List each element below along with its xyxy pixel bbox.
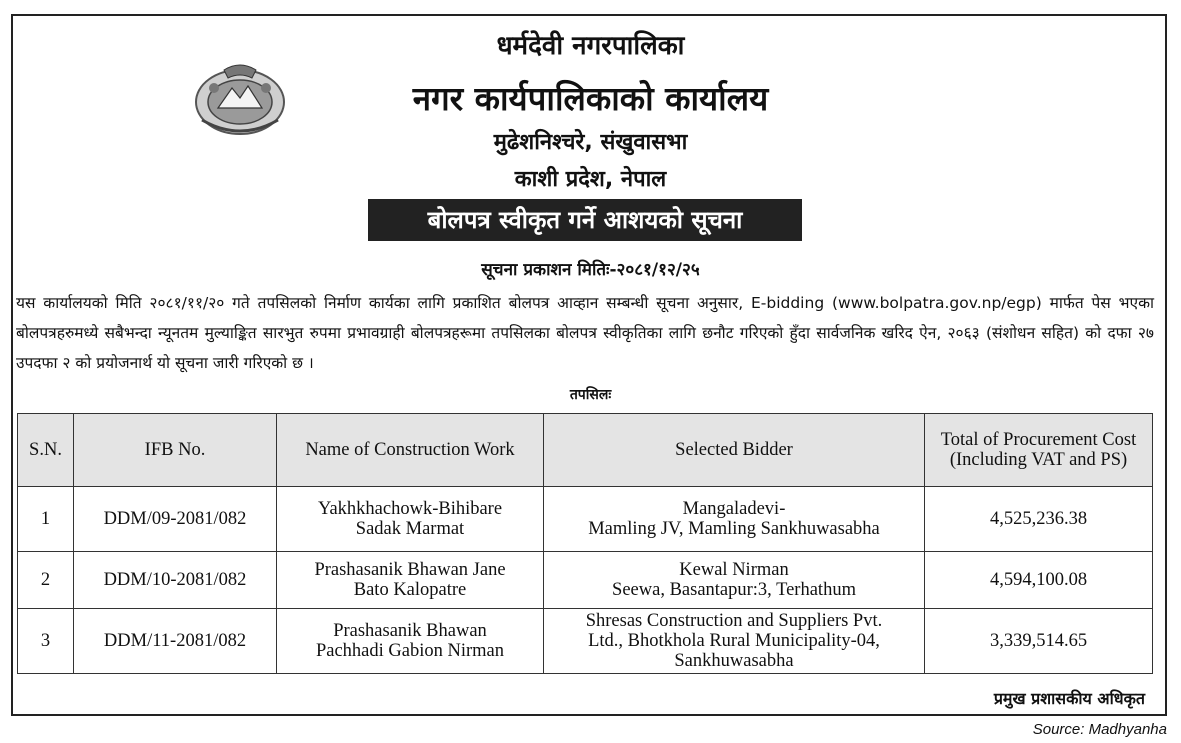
work-line: Pachhadi Gabion Nirman xyxy=(315,641,505,661)
work-line: Yakhkhachowk-Bihibare xyxy=(317,499,503,519)
cell-work xyxy=(277,487,544,552)
cell-bidder xyxy=(544,487,925,552)
office-location: मुढेशनिश्चरे, संखुवासभा xyxy=(493,130,688,155)
municipality-name: धर्मदेवी नगरपालिका xyxy=(496,31,685,61)
cell-ifb: DDM/10-2081/082 xyxy=(74,552,277,609)
cell-total: 3,339,514.65 xyxy=(925,609,1153,674)
signatory: प्रमुख प्रशासकीय अधिकृत xyxy=(993,689,1145,708)
cell-total: 4,594,100.08 xyxy=(925,552,1153,609)
cell-work xyxy=(277,552,544,609)
bidder-line: Ltd., Bhotkhola Rural Municipality-04, xyxy=(588,631,880,651)
source-credit: Source: Madhyanha xyxy=(1032,721,1167,738)
cell-bidder xyxy=(544,552,925,609)
cell-ifb: DDM/09-2081/082 xyxy=(74,487,277,552)
bidder-line: Kewal Nirman xyxy=(679,560,789,580)
bidder-line: Mamling JV, Mamling Sankhuwasabha xyxy=(588,519,880,539)
cell-ifb: DDM/11-2081/082 xyxy=(74,609,277,674)
table-header-row xyxy=(18,414,1153,487)
col-work: Name of Construction Work xyxy=(277,414,544,487)
col-sn: S.N. xyxy=(18,414,74,487)
notice-body: यस कार्यालयको मिति २०८१/११/२० गते तपसिलको निर्माण कार्यका लागि प्रकाशित बोलपत्र आव्हान सम्बन्धी सूचना अनुसार, E-bidding (www.bolpatra.gov.np/egp) मार्फत पेस भएका बोलपत्रहरुमध्ये सबैभन्दा न्यूनतम मुल्याङ्कित सारभुत रुपमा प्रभावग्राही बोलपत्रहरूमा तपसिलका बोलपत्र स्वीकृतिका लागि छनौट गरिएको हुँदा सार्वजनिक खरिद ऐन, २०६३ (संशोधन सहित) को दफा २७ उपदफा २ को प्रयोजनार्थ यो सूचना जारी गरिएको छ । xyxy=(16,294,1154,372)
table-row xyxy=(18,487,1153,552)
cell-bidder xyxy=(544,609,925,674)
work-line: Bato Kalopatre xyxy=(353,580,467,600)
award-table xyxy=(17,413,1153,674)
office-name: नगर कार्यपालिकाको कार्यालय xyxy=(412,79,769,118)
cell-sn: 1 xyxy=(18,487,74,552)
work-line: Prashasanik Bhawan xyxy=(333,621,487,641)
notice-title: बोलपत्र स्वीकृत गर्ने आशयको सूचना xyxy=(368,199,802,241)
col-total-line1: Total of Procurement Cost xyxy=(940,430,1137,450)
bidder-line: Mangaladevi- xyxy=(682,499,786,519)
col-total xyxy=(925,414,1153,487)
table-row xyxy=(18,609,1153,674)
publication-date: सूचना प्रकाशन मितिः-२०८१/१२/२५ xyxy=(481,260,700,280)
col-ifb: IFB No. xyxy=(74,414,277,487)
cell-sn: 2 xyxy=(18,552,74,609)
work-line: Sadak Marmat xyxy=(355,519,465,539)
work-line: Prashasanik Bhawan Jane xyxy=(314,560,506,580)
bidder-line: Shresas Construction and Suppliers Pvt. xyxy=(585,611,883,631)
schedule-label: तपसिलः xyxy=(569,387,612,403)
table-row xyxy=(18,552,1153,609)
cell-work xyxy=(277,609,544,674)
bidder-line: Sankhuwasabha xyxy=(674,651,794,671)
bidder-line: Seewa, Basantapur:3, Terhathum xyxy=(612,580,856,600)
cell-total: 4,525,236.38 xyxy=(925,487,1153,552)
col-bidder: Selected Bidder xyxy=(544,414,925,487)
col-total-line2: (Including VAT and PS) xyxy=(949,450,1128,470)
cell-sn: 3 xyxy=(18,609,74,674)
province-country: काशी प्रदेश, नेपाल xyxy=(514,167,667,192)
